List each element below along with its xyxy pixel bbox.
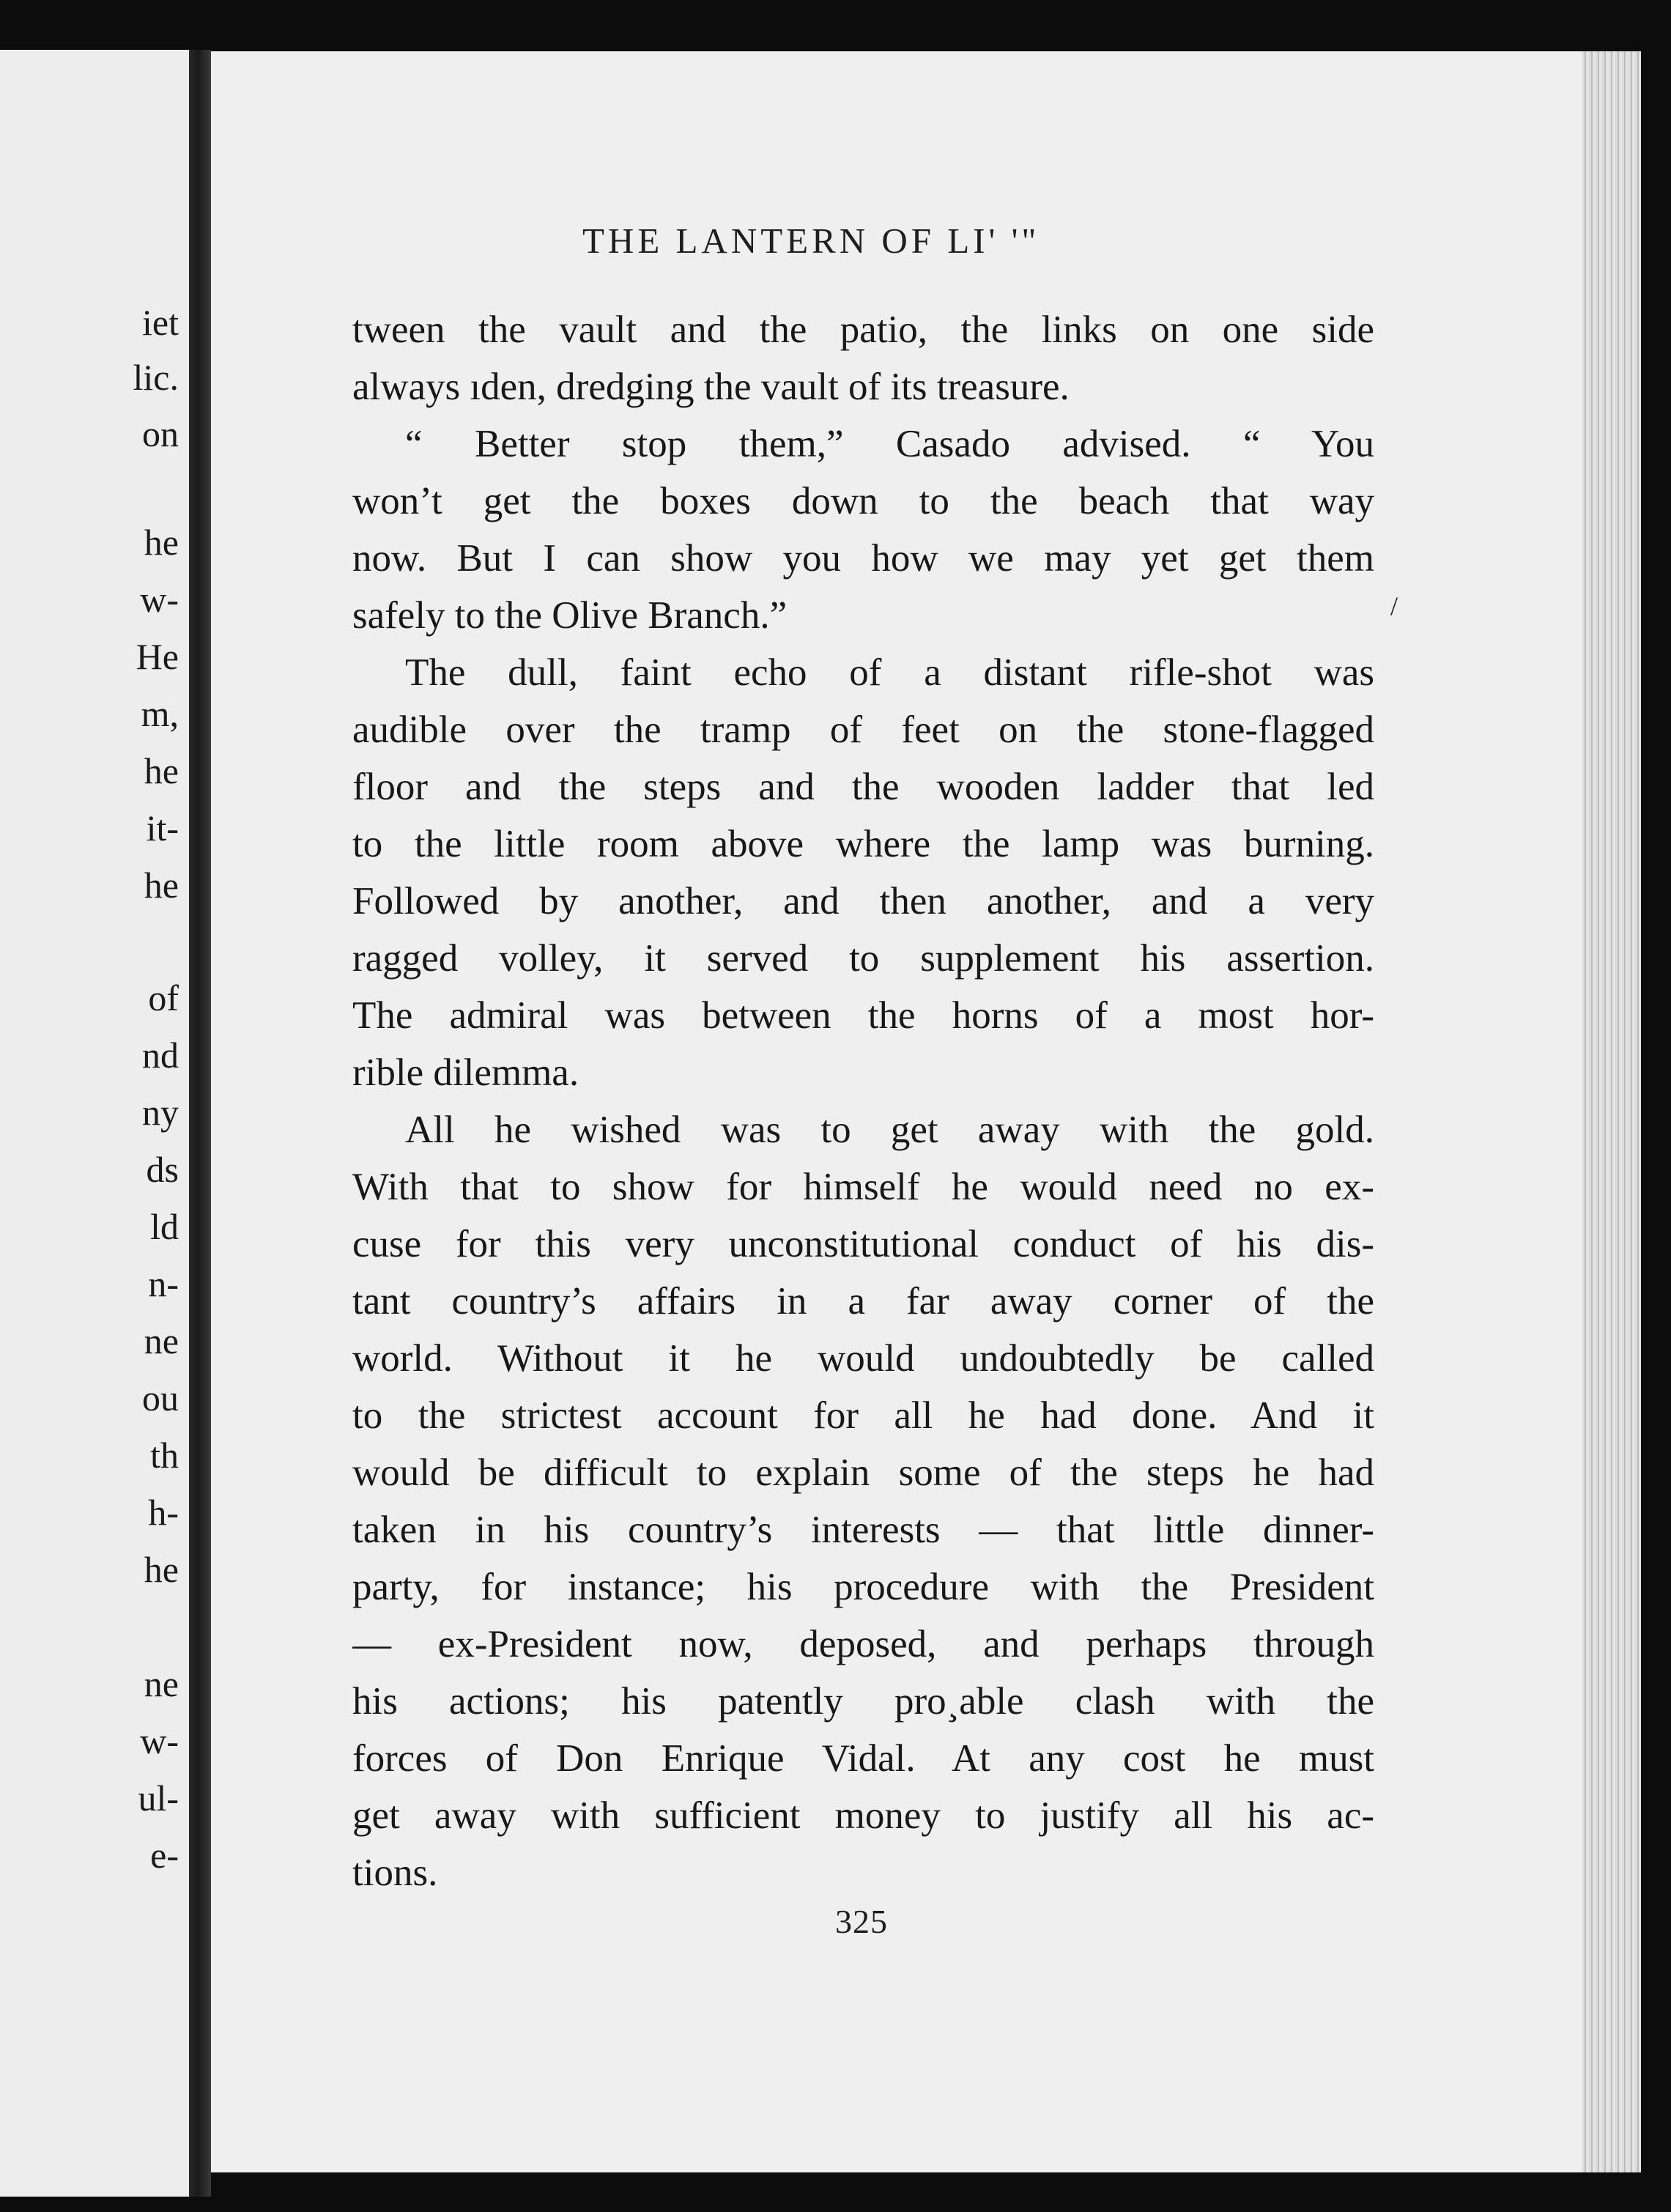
text-line: All he wished was to get away with the gold. — [405, 1109, 1374, 1151]
text-line: won’t get the boxes down to the beach that way — [352, 480, 1374, 522]
text-line: get away with sufficient money to justify all his ac- — [352, 1794, 1374, 1837]
left-page-fragment: he — [144, 865, 179, 906]
page-number: 325 — [835, 1903, 888, 1940]
text-line: tions. — [352, 1852, 438, 1894]
text-line: rible dilemma. — [352, 1051, 579, 1094]
margin-mark: / — [1390, 591, 1398, 621]
left-page-fragment: iet — [142, 302, 179, 343]
left-page-fragment: w- — [140, 1720, 179, 1761]
text-line: The dull, faint echo of a distant rifle-shot was — [405, 651, 1374, 694]
left-page-fragment: ny — [142, 1092, 179, 1133]
left-page-fragments — [0, 50, 189, 2197]
left-page-fragment: w- — [140, 579, 179, 620]
left-page-fragment: h- — [148, 1492, 179, 1533]
running-head: THE LANTERN OF LI' '" — [582, 221, 1040, 261]
body-text — [352, 301, 1374, 1901]
text-line: world. Without it he would undoubtedly be called — [352, 1337, 1374, 1380]
left-page-fragment: he — [144, 1549, 179, 1590]
text-line: taken in his country’s interests — that little dinner- — [352, 1509, 1374, 1551]
left-page-fragment: lic. — [133, 357, 179, 398]
left-page-fragment: ou — [142, 1377, 179, 1418]
text-line: tween the vault and the patio, the links on one side — [352, 308, 1374, 351]
left-page-fragment: ld — [150, 1206, 179, 1247]
left-page-fragment: He — [136, 636, 179, 677]
text-line: now. But I can show you how we may yet get them — [352, 537, 1374, 580]
left-page-fragment: it- — [146, 807, 179, 848]
left-page-fragment: ne — [144, 1663, 179, 1704]
text-line: audible over the tramp of feet on the stone-flagged — [352, 709, 1374, 751]
text-line: tant country’s affairs in a far away corner of the — [352, 1280, 1374, 1323]
text-line: always ıden, dredging the vault of its treasure. — [352, 366, 1070, 408]
text-line: safely to the Olive Branch.” — [352, 594, 788, 637]
left-page-fragment: he — [144, 522, 179, 563]
left-page-fragment: nd — [142, 1035, 179, 1076]
text-line: to the little room above where the lamp was burning. — [352, 823, 1374, 865]
text-line: party, for instance; his procedure with the President — [352, 1566, 1374, 1608]
left-page-fragment: e- — [150, 1835, 179, 1876]
text-line: The admiral was between the horns of a most hor- — [352, 994, 1374, 1037]
text-line: floor and the steps and the wooden ladder that led — [352, 766, 1374, 808]
text-line: to the strictest account for all he had done. And it — [352, 1394, 1374, 1437]
text-line: ragged volley, it served to supplement his assertion. — [352, 937, 1374, 980]
left-page — [0, 50, 190, 2197]
text-line: With that to show for himself he would need no ex- — [352, 1166, 1374, 1208]
left-page-fragment: on — [142, 413, 179, 454]
text-line: his actions; his patently pro¸able clash with the — [352, 1680, 1374, 1723]
text-line: — ex-President now, deposed, and perhaps through — [352, 1623, 1374, 1665]
book-gutter — [189, 50, 211, 2197]
left-page-fragment: ne — [144, 1320, 179, 1361]
left-page-fragment: th — [150, 1435, 179, 1476]
text-line: forces of Don Enrique Vidal. At any cost he must — [352, 1737, 1374, 1780]
left-page-fragment: ds — [146, 1149, 179, 1190]
page-edge — [1582, 51, 1641, 2172]
left-page-fragment: m, — [141, 693, 179, 734]
text-line: cuse for this very unconstitutional conduct of his dis- — [352, 1223, 1374, 1265]
left-page-fragment: of — [148, 977, 179, 1018]
text-line: “ Better stop them,” Casado advised. “ You — [405, 423, 1374, 465]
text-line: Followed by another, and then another, and a very — [352, 880, 1374, 922]
left-page-fragment: he — [144, 750, 179, 791]
left-page-fragment: ul- — [138, 1778, 179, 1819]
left-page-fragment: n- — [148, 1263, 179, 1304]
text-line: would be difficult to explain some of the steps he had — [352, 1451, 1374, 1494]
